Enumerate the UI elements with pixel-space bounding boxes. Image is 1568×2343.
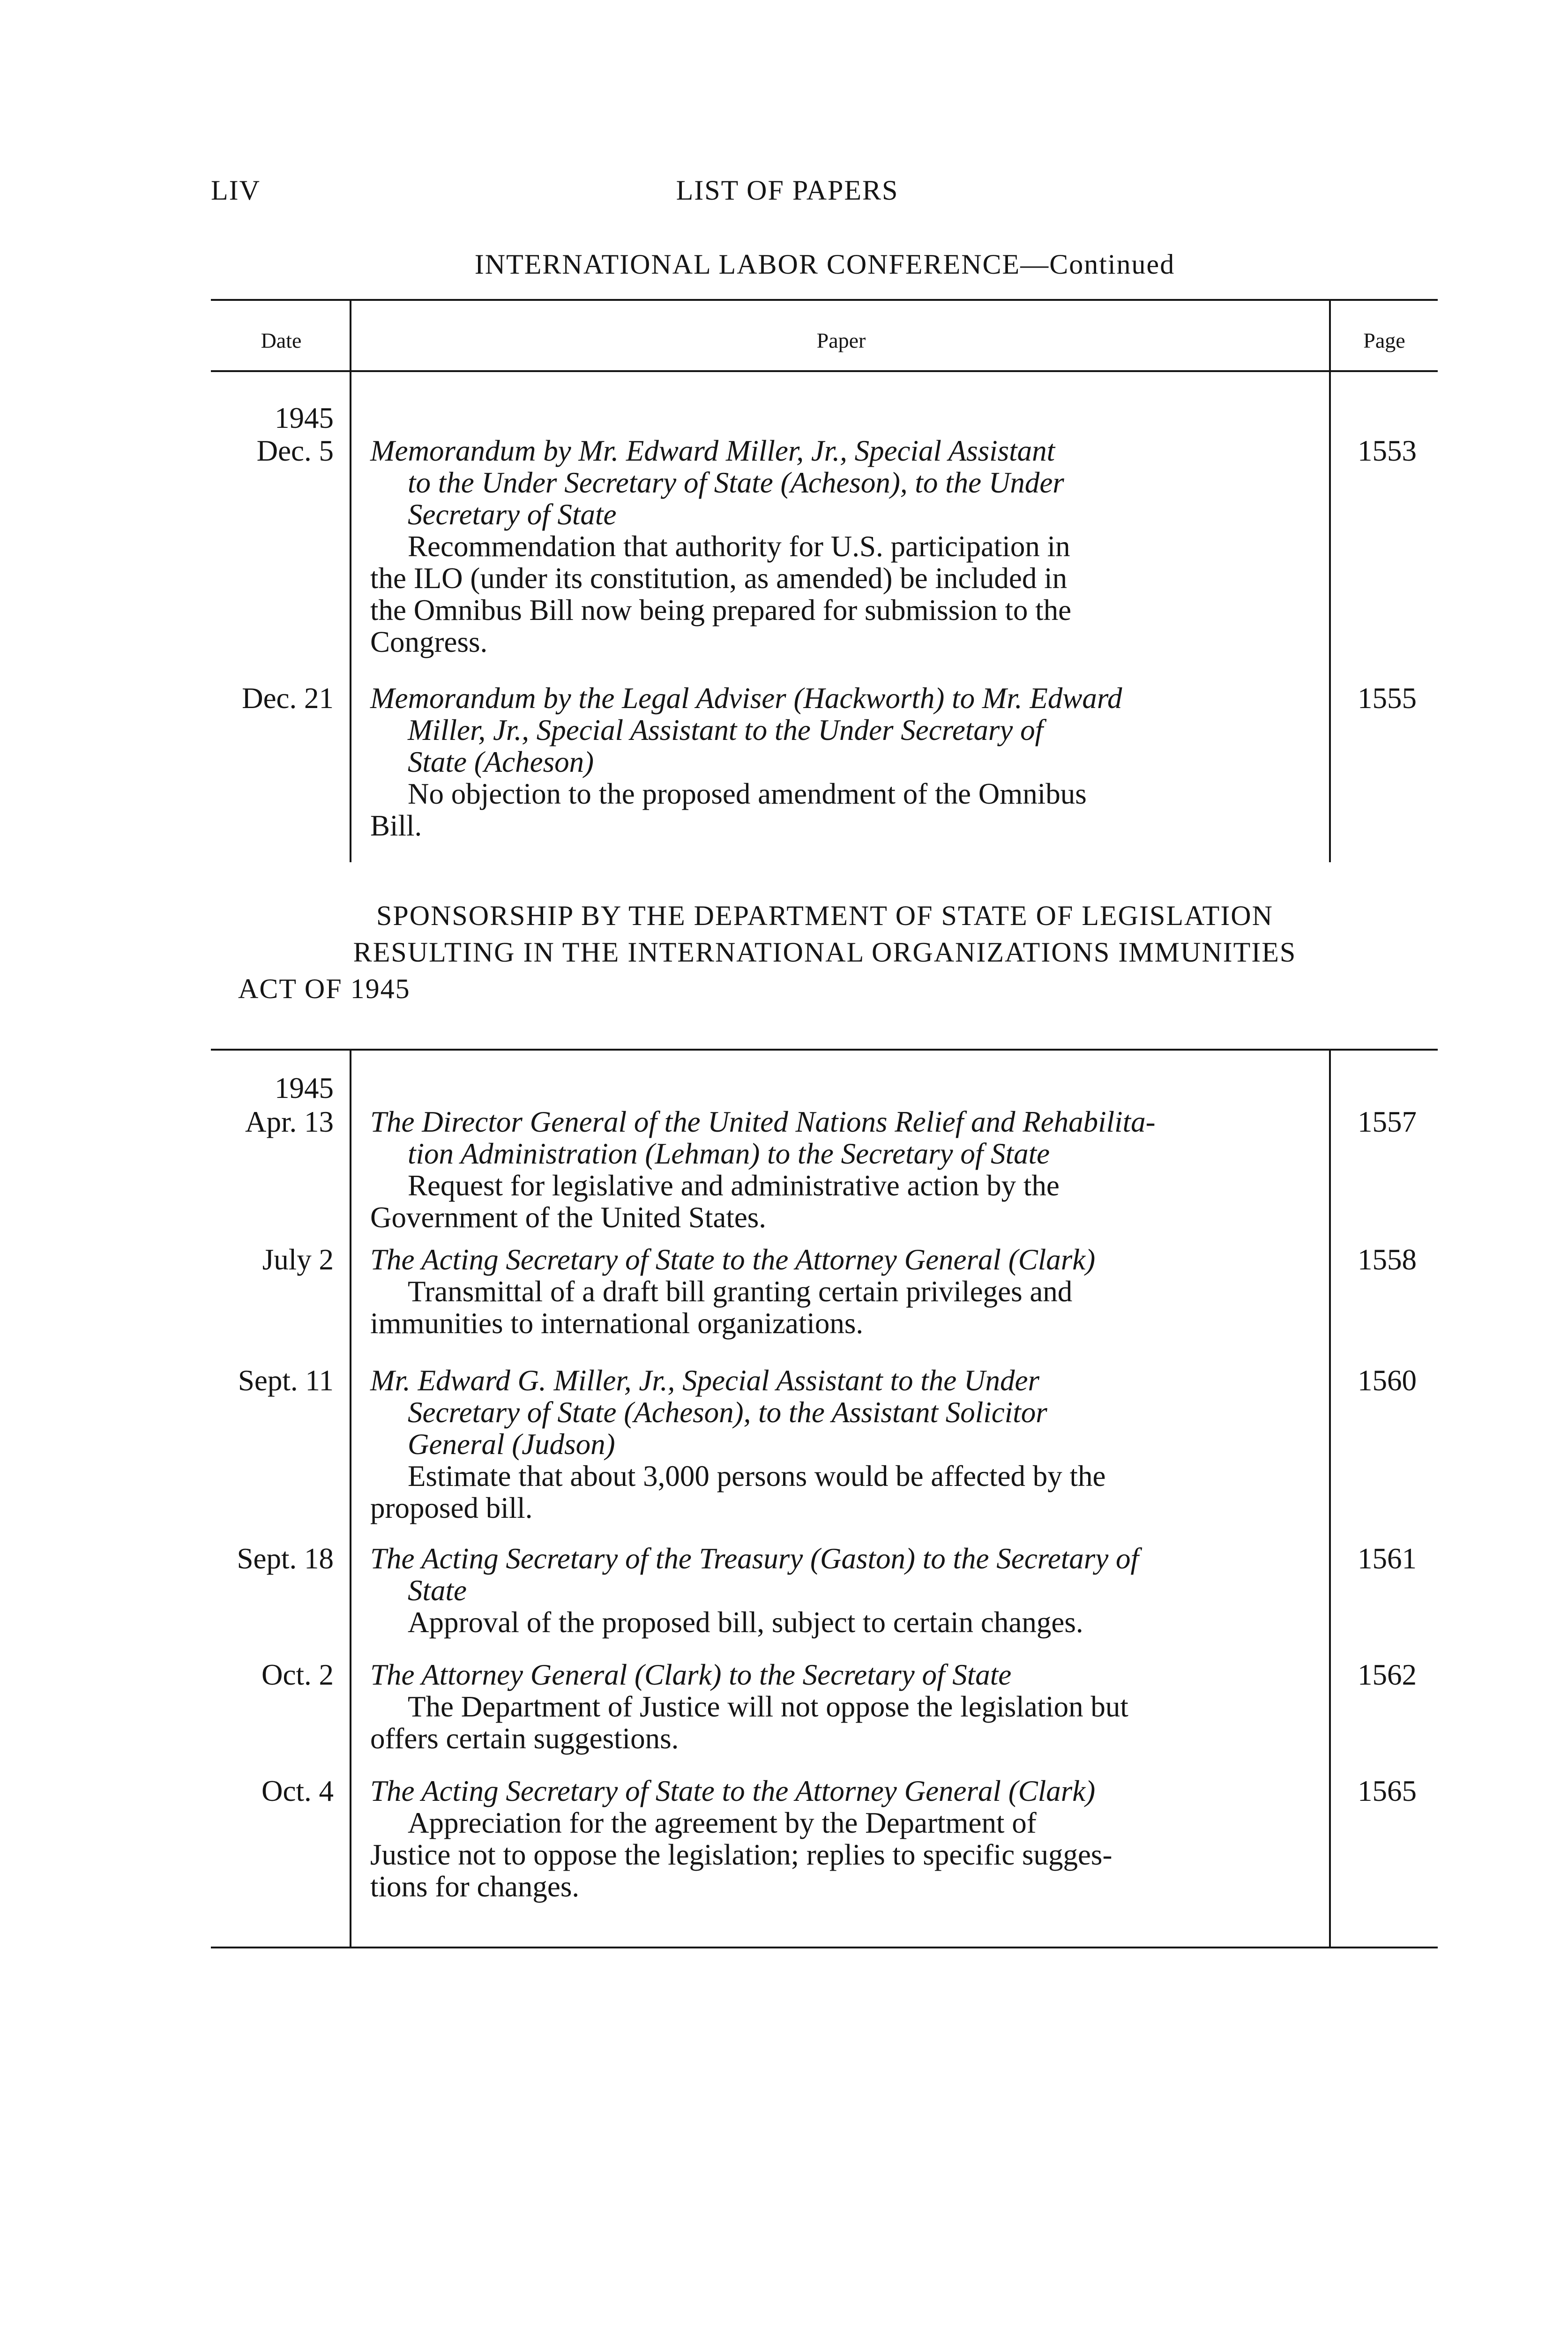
entry-date: July 2	[262, 1243, 334, 1276]
entry-title: The Acting Secretary of State to the Attorney General (Clark)	[370, 1775, 1096, 1807]
entry-page: 1558	[1358, 1243, 1417, 1276]
entry-date: Oct. 4	[261, 1775, 334, 1807]
running-header-page-number: LIV	[211, 175, 261, 206]
entry-summary: Estimate that about 3,000 persons would be affected by the proposed bill.	[370, 1460, 1106, 1524]
section-title-line: SPONSORSHIP BY THE DEPARTMENT OF STATE OF LEGISLATION	[376, 900, 1273, 931]
entry-page: 1557	[1358, 1105, 1417, 1138]
entry-summary: Approval of the proposed bill, subject to certain changes.	[408, 1606, 1083, 1639]
entry-date: Sept. 18	[237, 1542, 334, 1575]
column-header-paper: Paper	[816, 328, 866, 352]
entry-date: Dec. 21	[242, 682, 334, 715]
entry-title: Memorandum by Mr. Edward Miller, Jr., Special Assistant to the Under Secretary of State (Acheson), to the Under Secretary of State	[370, 434, 1064, 531]
entry-title: The Acting Secretary of State to the Attorney General (Clark)	[370, 1243, 1096, 1276]
entry-date: Dec. 5	[256, 434, 334, 467]
section-title-ilo: INTERNATIONAL LABOR CONFERENCE—Continued	[474, 249, 1175, 280]
entry-summary: Appreciation for the agreement by the Department of Justice not to oppose the legislation; replies to specific sugges- tions for changes.	[370, 1806, 1113, 1903]
entry-title: The Acting Secretary of the Treasury (Gaston) to the Secretary of State	[370, 1542, 1139, 1607]
entry-date: Apr. 13	[245, 1105, 334, 1138]
column-divider-date	[350, 299, 351, 862]
section-title-immunities-act	[211, 897, 1439, 1007]
column-divider-page	[1329, 299, 1331, 862]
section-title-line: ACT OF 1945	[238, 973, 411, 1004]
entry-title: The Director General of the United Nations Relief and Rehabilita- tion Administration (Lehman) to the Secretary of State	[370, 1105, 1156, 1170]
entry-page: 1565	[1358, 1775, 1417, 1807]
table-header-rule	[211, 370, 1438, 372]
entry-page: 1553	[1358, 434, 1417, 467]
entry-summary: Recommendation that authority for U.S. participation in the ILO (under its constitution, as amended) be included in the Omnibus Bill now being prepared for submission to the Congress.	[370, 530, 1072, 658]
entry-summary: No objection to the proposed amendment of the Omnibus Bill.	[370, 777, 1087, 842]
column2-divider-page	[1329, 1049, 1331, 1948]
entry-page: 1560	[1358, 1364, 1417, 1397]
entry-title: The Attorney General (Clark) to the Secretary of State	[370, 1658, 1012, 1691]
entry-page: 1562	[1358, 1658, 1417, 1691]
column2-divider-date	[350, 1049, 351, 1948]
table2-top-rule	[211, 1049, 1438, 1051]
entry-title: Memorandum by the Legal Adviser (Hackworth) to Mr. Edward Miller, Jr., Special Assistant to the Under Secretary of State (Acheson)	[370, 682, 1122, 778]
entry-year: 1945	[275, 402, 334, 434]
column-header-date: Date	[261, 328, 302, 352]
entry-page: 1561	[1358, 1542, 1417, 1575]
running-header-title: LIST OF PAPERS	[676, 175, 899, 206]
entry-title: Mr. Edward G. Miller, Jr., Special Assistant to the Under Secretary of State (Acheson), to the Assistant Solicitor General (Judson)	[370, 1364, 1047, 1461]
entry-summary: Transmittal of a draft bill granting certain privileges and immunities to international organizations.	[370, 1275, 1073, 1340]
entry-summary: Request for legislative and administrative action by the Government of the United States.	[370, 1169, 1060, 1234]
table-top-rule	[211, 299, 1438, 301]
column-header-page: Page	[1363, 328, 1405, 352]
entry-page: 1555	[1358, 682, 1417, 715]
entry-date: Sept. 11	[238, 1364, 334, 1397]
table2-bottom-rule	[211, 1947, 1438, 1948]
entry-summary: The Department of Justice will not oppose the legislation but offers certain suggestions.	[370, 1690, 1128, 1755]
entry-year: 1945	[275, 1072, 334, 1104]
entry-date: Oct. 2	[261, 1658, 334, 1691]
section-title-line: RESULTING IN THE INTERNATIONAL ORGANIZATIONS IMMUNITIES	[353, 937, 1297, 968]
